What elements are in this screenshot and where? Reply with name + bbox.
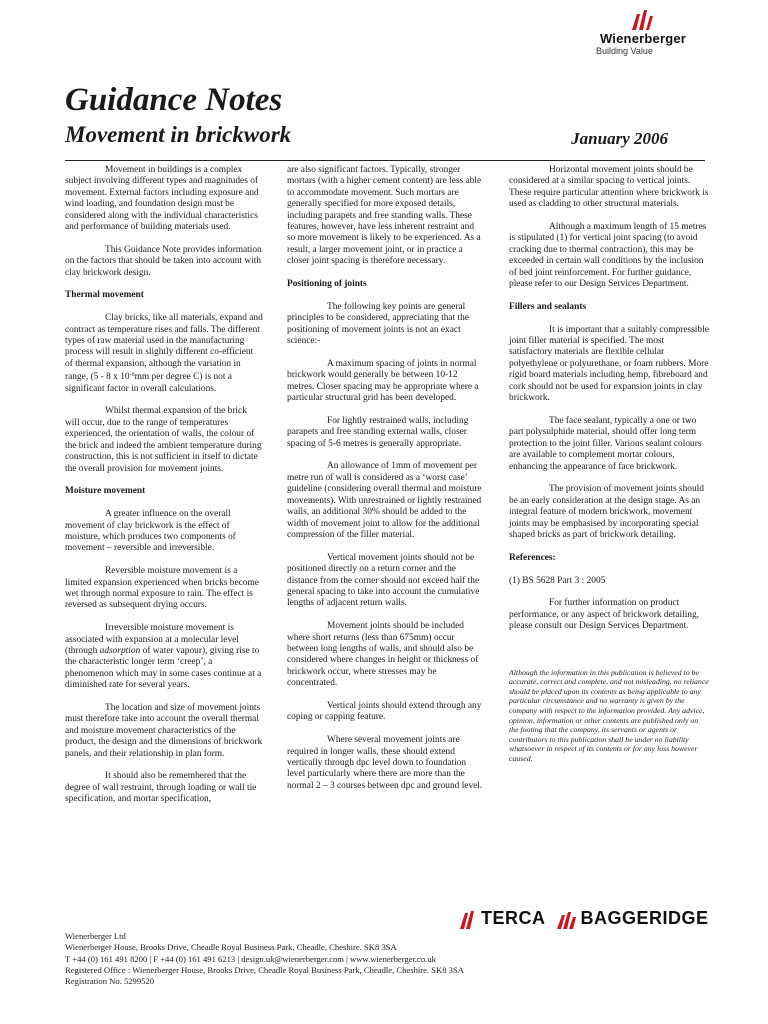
column-3 bbox=[509, 165, 709, 775]
disclaimer: Although the information in this publication is believed to be accurate, correct and complete, and not misleading, no reliance should be placed upon its contents as being applicable to any particular circumstance and no warranty is given by the company with respect to the information provided. Any advice, opinion, information or other contents are published only on the footing that the company, its servants or agents or contributors to this publication shall be under no liability whatsoever in respect of its contents or for any loss however caused. bbox=[509, 667, 709, 763]
paragraph: Vertical joints should extend through any coping or capping feature. bbox=[287, 700, 482, 723]
wienerberger-logo-icon bbox=[628, 8, 658, 30]
section-heading-fillers: Fillers and sealants bbox=[509, 301, 587, 312]
paragraph: This Guidance Note provides information on the factors that should be taken into account with clay brickwork design. bbox=[65, 244, 262, 278]
paragraph: Vertical movement joints should not be positioned directly on a return corner and the distance from the corner should not exceed half the general spacing to take into account the cumulative lengths of adjacent return walls. bbox=[287, 552, 480, 609]
paragraph: Movement in buildings is a complex subject involving different types and magnitudes of movement. External factors including exposure and wind loading, and foundation design must be considered along with the individual characteristics and performance of building materials used. bbox=[65, 165, 259, 233]
section-heading-positioning: Positioning of joints bbox=[287, 279, 367, 290]
section-heading-moisture: Moisture movement bbox=[65, 486, 146, 497]
paragraph: It should also be remembered that the degree of wall restraint, through loading or wall tie specification, and mortar specification, bbox=[65, 771, 257, 805]
column-2 bbox=[287, 165, 484, 804]
brand-tagline: Building Value bbox=[596, 46, 653, 56]
paragraph: For lightly restrained walls, including parapets and free standing external walls, closer spacing of 5-6 metres is generally appropriate. bbox=[287, 415, 469, 449]
header-divider bbox=[65, 160, 705, 161]
terca-label: TERCA bbox=[481, 908, 546, 928]
paragraph: Clay bricks, like all materials, expand and contract as temperature rises and falls. The different types of raw material used in the manufacturing process will result in slightly different co-efficient of thermal expansion, although the variation in range, (5 - 8 x $10^{-6}mm$ per degree C) is not a significant factor in overall calculations. bbox=[65, 313, 263, 394]
paragraph: The following key points are general principles to be considered, appreciating that the positioning of movement joints is not an exact science:- bbox=[287, 301, 469, 347]
section-heading-thermal: Thermal movement bbox=[65, 290, 144, 301]
paragraph: It is important that a suitably compressible joint filler material is specified. The most satisfactory materials are flexible cellular polyethylene or polyurethane, or foam rubbers. More rigid board materials including hemp, fibreboard and cork should not be used for expansion joints in clay brickwork. bbox=[509, 324, 709, 404]
company-name: Wienerberger Ltd bbox=[65, 931, 126, 941]
paragraph: Although a maximum length of 15 metres is stipulated (1) for vertical joint spacing (to avoid cracking due to thermal contraction), this may be exceeded in certain wall conditions by the inclusion of bed joint reinforcement. For further guidance, please refer to our Design Services Department. bbox=[509, 222, 707, 290]
baggeridge-logo bbox=[556, 908, 709, 929]
paragraph: The location and size of movement joints must therefore take into account the overall thermal and moisture movement characteristics of the product, the design and the dimensions of brickwork panels, and their relationship in plan form. bbox=[65, 702, 263, 759]
section-heading-references: References: bbox=[509, 552, 556, 563]
terca-mark-icon bbox=[458, 909, 478, 929]
paragraph: Where several movement joints are required in longer walls, these should extend vertically through dpc level down to foundation level particularly where there are more than the normal 2 – 3 courses between dpc and ground level. bbox=[287, 735, 483, 791]
registered-office: Registered Office : Wienerberger House, Brooks Drive, Cheadle Royal Business Park, Cheadle, Cheshire. SK8 3SA bbox=[65, 964, 464, 975]
paragraph: Whilst thermal expansion of the brick will occur, due to the range of temperatures experienced, the orientation of walls, the colour of the brick and indeed the ambient temperature during construction, this is not sufficient in itself to dictate the overall provision for movement joints. bbox=[65, 406, 262, 474]
document-title: Guidance Notes bbox=[65, 82, 283, 118]
document-date: January 2006 bbox=[571, 129, 668, 148]
paragraph: Horizontal movement joints should be considered at a similar spacing to vertical joints. These require particular attention where brickwork is used as cladding to other structural materials. bbox=[509, 165, 709, 210]
paragraph: are also significant factors. Typically, stronger mortars (with a higher cement content) are less able to accommodate movement. Such mortars are generally specified for more exposed details, including parapets and free standing walls. These features, however, have less inherent restraint and so more movement is likely to be experienced. As a result, a larger movement joint, or in practice a closer joint spacing is therefore necessary. bbox=[287, 165, 482, 267]
wienerberger-logo bbox=[588, 8, 698, 56]
reference-item: (1) BS 5628 Part 3 : 2005 bbox=[509, 575, 606, 586]
paragraph: Movement joints should be included where short returns (less than 675mm) occur between long lengths of walls, and should also be considered where changes in height or thickness of brickwork occur, where stresses may be concentrated. bbox=[287, 621, 479, 689]
paragraph: Reversible moisture movement is a limited expansion experienced when bricks become wet through normal exposure to rain. The effect is reversed as subsequent drying occurs. bbox=[65, 566, 259, 611]
column-1 bbox=[65, 165, 263, 817]
paragraph: Irreversible moisture movement is associated with expansion at a molecular level (through adsorption of water vapour), giving rise to the characteristic longer term ‘creep’, a phenomenon which may in some cases continue at a diminished rate for several years. bbox=[65, 623, 262, 691]
baggeridge-mark-icon bbox=[556, 909, 578, 929]
paragraph: The provision of movement joints should be an early consideration at the design stage. As an integral feature of modern brickwork, movement joints may be emphasised by incorporating special shaped bricks as part of brickwork detailing. bbox=[509, 484, 704, 540]
terca-logo bbox=[458, 908, 546, 929]
paragraph: An allowance of 1mm of movement per metre run of wall is considered as a ‘worst case’ guideline (considering overall thermal and moisture movements). With unrestrained or lightly restrained walls, an additional 30% should be added to the width of movement joint to allow for the additional compression of the filler material. bbox=[287, 461, 482, 540]
baggeridge-label: BAGGERIDGE bbox=[580, 908, 709, 928]
brand-name: Wienerberger bbox=[599, 31, 687, 46]
footer-address bbox=[65, 931, 464, 987]
registration-number: Registration No. 5299520 bbox=[65, 976, 155, 987]
paragraph: The face sealant, typically a one or two part polysulphide material, should offer long term protection to the joint filler. Various sealant colours are available to complement mortar colours, enhancing the appearance of face brickwork. bbox=[509, 415, 702, 472]
company-address: Wienerberger House, Brooks Drive, Cheadle Royal Business Park, Cheadle, Cheshire. SK8 3SA bbox=[65, 942, 397, 953]
contact-details: T +44 (0) 161 491 8200 | F +44 (0) 161 491 6213 | design.uk@wienerberger.com | www.wienerberger.co.uk bbox=[65, 953, 436, 964]
paragraph: For further information on product performance, or any aspect of brickwork detailing, please consult our Design Services Department. bbox=[509, 598, 700, 632]
paragraph: A greater influence on the overall movement of clay brickwork is the effect of moisture, which produces two components of movement – reversible and irreversible. bbox=[65, 509, 236, 554]
paragraph: A maximum spacing of joints in normal brickwork would generally be between 10-12 metres. Closer spacing may be appropriate where a particular structural grid has been developed. bbox=[287, 358, 479, 404]
document-subtitle: Movement in brickwork bbox=[65, 122, 292, 147]
partner-brands bbox=[458, 908, 709, 929]
